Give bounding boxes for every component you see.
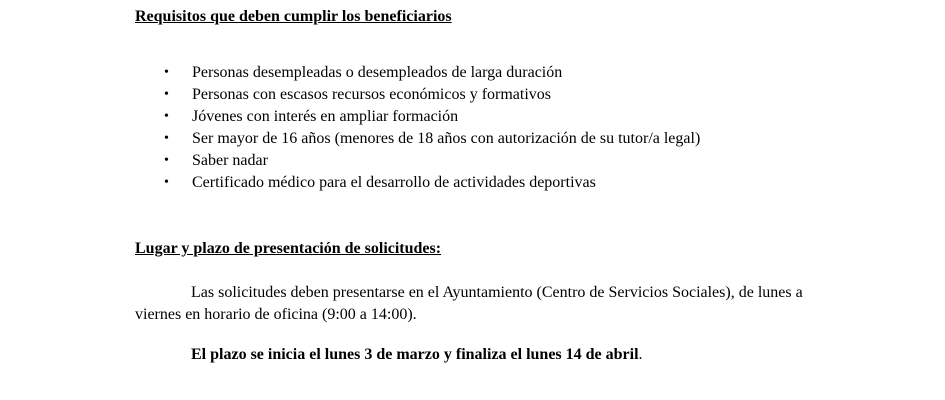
requirements-list <box>160 62 700 194</box>
requirement-text: Personas desempleadas o desempleados de larga duración <box>192 64 563 81</box>
requirement-text: Certificado médico para el desarrollo de actividades deportivas <box>192 174 596 191</box>
paragraph-line-2: viernes en horario de oficina (9:00 a 14:00). <box>135 306 417 323</box>
requirement-text: Saber nadar <box>192 152 268 169</box>
list-item <box>160 128 700 150</box>
requirement-text: Jóvenes con interés en ampliar formación <box>192 108 459 125</box>
list-item <box>160 106 700 128</box>
bullet-icon: • <box>164 131 169 146</box>
bullet-icon: • <box>164 65 169 80</box>
application-paragraph <box>135 282 835 326</box>
requirements-heading: Requisitos que deben cumplir los beneficiarios <box>135 8 452 25</box>
application-heading: Lugar y plazo de presentación de solicitudes: <box>135 240 442 257</box>
bullet-icon: • <box>164 87 169 102</box>
deadline-period: . <box>638 346 643 363</box>
deadline-statement <box>191 344 643 366</box>
list-item <box>160 62 700 84</box>
list-item <box>160 84 700 106</box>
list-item <box>160 150 700 172</box>
bullet-icon: • <box>164 175 169 190</box>
bullet-icon: • <box>164 153 169 168</box>
requirement-text: Ser mayor de 16 años (menores de 18 años con autorización de su tutor/a legal) <box>192 130 701 147</box>
bullet-icon: • <box>164 109 169 124</box>
list-item <box>160 172 700 194</box>
deadline-bold-text: El plazo se inicia el lunes 3 de marzo y finaliza el lunes 14 de abril <box>191 346 639 363</box>
requirement-text: Personas con escasos recursos económicos y formativos <box>192 86 552 103</box>
paragraph-line-1: Las solicitudes deben presentarse en el Ayuntamiento (Centro de Servicios Sociales), de lunes a <box>191 284 803 301</box>
